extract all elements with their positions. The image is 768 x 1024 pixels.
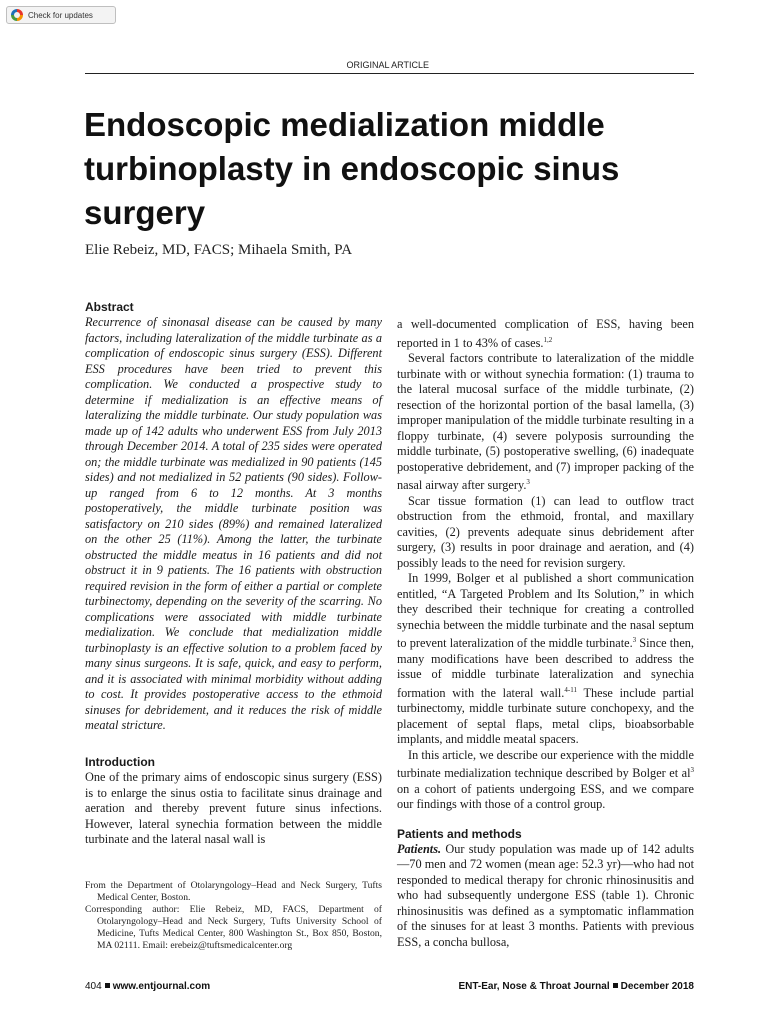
right-column [397, 317, 694, 950]
abstract-text: Recurrence of sinonasal disease can be caused by many factors, including lateralization of the middle turbinate as a complication of endoscopic sinus surgery (ESS). Different ESS procedures have been tried to prevent this complication. We conducted a prospective study to determine if medialization is an effective means of lateralizing the middle turbinate. Our study population was made up of 142 adults who underwent ESS from July 2013 through December 2014. A total of 235 sides were operated on; the middle turbinate was medialized in 90 patients (145 sides) and not medialized in 52 patients (90 sides). Follow-up ranged from 6 to 12 months. At 3 months postoperatively, the middle turbinate position was satisfactory on 210 sides (89%) and remained lateralized on the other 25 (11%). Among the latter, the turbinate obstructed the middle meatus in 16 patients and did not obstruct it in 9 patients. The 16 patients with obstruction required revision in the form of either a partial or complete turbinectomy, depending on the severity of the scarring. No complications were associated with middle turbinate medialization. We conclude that medialization middle turbinoplasty is an effective solution to a problem faced by many sinus surgeons. It is safe, quick, and easy to perform, and it is associated with minimal morbidity without adding to cost. It provides postoperative access to the ethmoid sinuses for debridement, and it reduces the risk of middle meatal stricture. [85, 315, 382, 732]
section-label: ORIGINAL ARTICLE [346, 60, 429, 70]
footnotes [85, 880, 382, 952]
footer-left [85, 981, 210, 992]
intro-paragraph-continued: a well-documented complication of ESS, having been reported in 1 to 43% of cases.$^{1,2}$ [397, 317, 694, 350]
methods-heading: Patients and methods [397, 826, 522, 841]
journal-name: ENT-Ear, Nose & Throat Journal [458, 981, 610, 992]
check-for-updates-label: Check for updates [28, 10, 93, 20]
introduction-heading: Introduction [85, 755, 155, 769]
affiliation-note: From the Department of Otolaryngology–Head and Neck Surgery, Tufts Medical Center, Boston. [85, 880, 382, 903]
issue-date: December 2018 [620, 981, 694, 992]
author-list: Elie Rebeiz, MD, FACS; Mihaela Smith, PA [85, 242, 353, 258]
abstract-heading: Abstract [85, 300, 134, 314]
lateralization-factors-paragraph: Several factors contribute to lateralization of the middle turbinate with or without synechia formation: (1) trauma to the lateral mucosal surface of the middle turbinate, (2) resection of the horizontal portion of the basal lamella, (3) improper manipulation of the middle turbinate resulting in a floppy turbinate, (4) severe polyposis surrounding the middle turbinate, (5) postoperative swelling, (6) inadequate postoperative debridement, and (7) improper packing of the nasal airway after surgery.$^3$ [397, 351, 694, 493]
article-aim-paragraph: In this article, we describe our experience with the middle turbinate medialization technique described by Bolger et $al^3$ on a cohort of patients undergoing ESS, and we compare our findings with those of a control group. [397, 747, 694, 812]
page-footer [85, 981, 694, 992]
crossmark-icon [11, 9, 23, 21]
header-rule [85, 73, 694, 74]
bolger-paragraph: In 1999, Bolger et al published a short communication entitled, “A Targeted Problem and Its Solution,” in which they described their technique for creating a controlled synechia between the middle turbinate and the nasal septum to prevent lateralization of the middle turbinate.$^3$ Since then, many modifications have been described to address the issue of middle turbinate lateralization and synechia formation with the lateral wall.$^{4-11}$ These include partial turbinectomy, middle turbinate suture conchopexy, and the placement of septal flaps, metal clips, bioabsorbable implants, and middle meatal spacers. [397, 571, 694, 747]
check-for-updates-badge[interactable] [6, 6, 116, 24]
introduction-paragraph: One of the primary aims of endoscopic sinus surgery (ESS) is to enlarge the sinus ostia to facilitate sinus drainage and aeration and thereby prevent future sinus infections. However, lateral synechia formation between the middle turbinate and the lateral nasal wall is [85, 770, 382, 846]
left-column [85, 300, 382, 734]
correspondence-note: Corresponding author: Elie Rebeiz, MD, FACS, Department of Otolaryngology–Head and Neck Surgery, Tufts University School of Medicine, Tufts Medical Center, 800 Washington St., Box 850, Boston, MA 02111. Email: erebeiz@tuftsmedicalcenter.org [85, 904, 382, 951]
footer-right [458, 981, 694, 992]
footer-bullet [613, 983, 618, 988]
footer-bullet [105, 983, 110, 988]
page-number: 404 [85, 981, 102, 992]
patients-paragraph: Patients. Our study population was made up of 142 adults—70 men and 72 women (mean age: 52.3 yr)—who had not responded to medical therapy for chronic rhinosinusitis and who had subsequently undergone ESS (table 1). Chronic rhinosinusitis was defined as a symptomatic inflammation of the sinuses for at least 3 months. Patients with previous ESS, a concha bullosa, [397, 841, 694, 949]
article-title: Endoscopic medialization middle turbinoplasty in endoscopic sinus surgery [84, 106, 620, 231]
journal-website[interactable]: www.entjournal.com [112, 981, 211, 992]
introduction-section [85, 755, 382, 848]
scar-tissue-paragraph: Scar tissue formation (1) can lead to outflow tract obstruction from the ethmoid, frontal, and maxillary cavities, (2) prevents adequate sinus debridement after surgery, (3) results in poor drainage and aeration, and (4) possibly leads to the need for revision surgery. [397, 493, 694, 570]
